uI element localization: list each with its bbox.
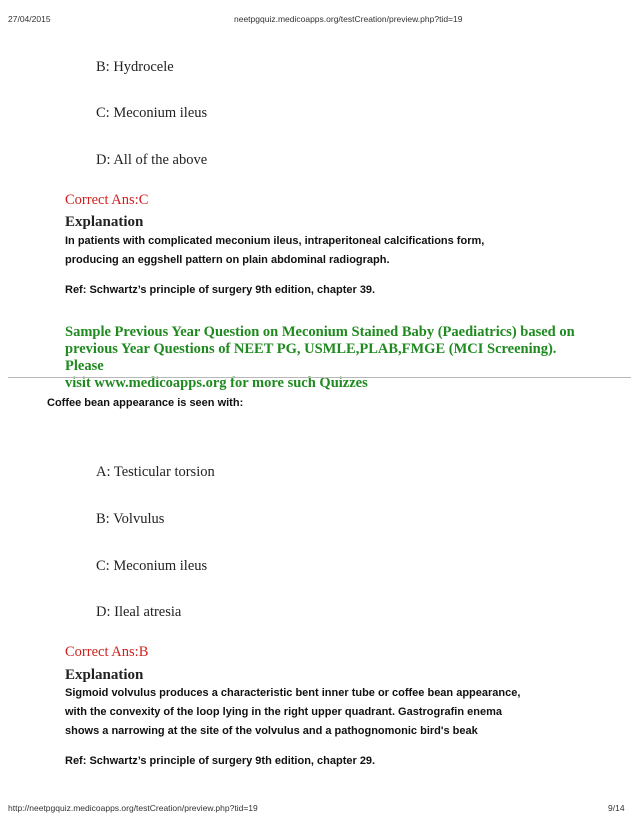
- q1-explanation-text: [65, 232, 605, 270]
- q2-reference: Ref: Schwartz’s principle of surgery 9th edition, chapter 29.: [65, 755, 376, 767]
- promo-line: Sample Previous Year Question on Meconium Stained Baby (Paediatrics) based on: [65, 324, 575, 340]
- print-url: neetpgquiz.medicoapps.org/testCreation/preview.php?tid=19: [234, 14, 463, 24]
- print-date: 27/04/2015: [8, 14, 51, 24]
- page-number: 9/14: [608, 803, 625, 813]
- q1-explanation-line: In patients with complicated meconium ileus, intraperitoneal calcifications form,: [65, 235, 485, 247]
- q2-explanation-line: shows a narrowing at the site of the volvulus and a pathognomonic bird's beak: [65, 725, 478, 737]
- q2-explanation-heading: Explanation: [65, 667, 144, 683]
- q1-reference: Ref: Schwartz’s principle of surgery 9th edition, chapter 39.: [65, 284, 376, 296]
- q1-option-d: D: All of the above: [96, 152, 208, 168]
- q2-correct-answer: Correct Ans:B: [65, 644, 149, 660]
- q1-explanation-heading: Explanation: [65, 214, 144, 230]
- q2-explanation-text: [65, 684, 605, 741]
- q2-option-d: D: Ileal atresia: [96, 604, 182, 620]
- q1-option-b: B: Hydrocele: [96, 59, 174, 75]
- q1-correct-answer: Correct Ans:C: [65, 192, 149, 208]
- q2-option-a: A: Testicular torsion: [96, 464, 215, 480]
- q2-option-b: B: Volvulus: [96, 511, 165, 527]
- promo-line: previous Year Questions of NEET PG, USMLE,PLAB,FMGE (MCI Screening). Please: [65, 341, 557, 374]
- q2-explanation-line: with the convexity of the loop lying in the right upper quadrant. Gastrografin enema: [65, 706, 502, 718]
- q2-question: Coffee bean appearance is seen with:: [47, 397, 244, 409]
- question-divider: [8, 377, 631, 378]
- footer-url: http://neetpgquiz.medicoapps.org/testCreation/preview.php?tid=19: [8, 803, 258, 813]
- promo-text: [65, 324, 585, 392]
- q2-explanation-line: Sigmoid volvulus produces a characteristic bent inner tube or coffee bean appearance,: [65, 687, 521, 699]
- q1-option-c: C: Meconium ileus: [96, 105, 208, 121]
- q1-explanation-line: producing an eggshell pattern on plain abdominal radiograph.: [65, 254, 390, 266]
- q2-option-c: C: Meconium ileus: [96, 558, 208, 574]
- promo-line: visit www.medicoapps.org for more such Quizzes: [65, 375, 368, 391]
